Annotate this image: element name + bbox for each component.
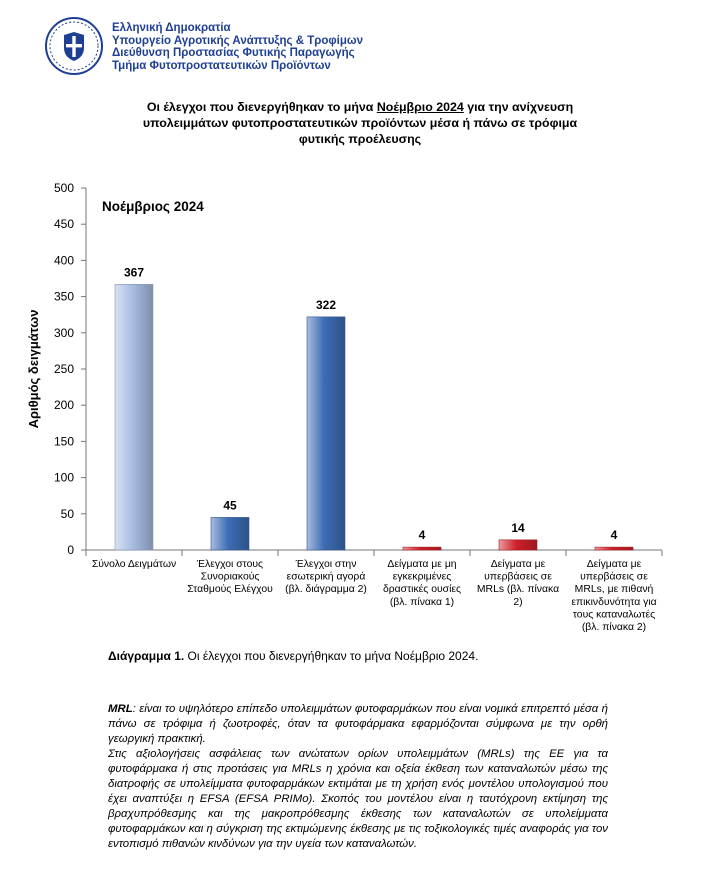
title-line-2: υπολειμμάτων φυτοπροστατευτικών προϊόντων μέσα ή πάνω σε τρόφιμα: [142, 116, 578, 131]
y-tick-label: 350: [53, 289, 74, 304]
bar-value-label: 4: [418, 528, 426, 543]
x-category-label: (βλ. πίνακα 1): [389, 596, 455, 608]
x-category-label: Έλεγχοι στην: [295, 559, 357, 570]
y-tick-label: 300: [53, 325, 74, 340]
x-category-label: υπερβάσεις σε: [484, 571, 552, 583]
y-tick-label: 500: [53, 181, 74, 195]
x-category-label: MRLs, με πιθανή: [574, 584, 654, 596]
x-category-label: Δείγματα με: [586, 559, 642, 570]
title-prefix: Οι έλεγχοι που διενεργήθηκαν το μήνα: [146, 100, 377, 114]
caption-text: Οι έλεγχοι που διενεργήθηκαν το μήνα Νοέμβριο 2024.: [184, 649, 479, 663]
header: [44, 14, 444, 80]
x-category-label: Σταθμούς Ελέγχου: [187, 584, 273, 596]
y-tick-label: 400: [53, 253, 74, 268]
bar: [595, 547, 633, 550]
x-category-label: εγκεκριμένες: [392, 571, 452, 583]
page-title: [60, 99, 660, 148]
note-paragraph-2: Στις αξιολογήσεις ασφάλειας των ανώτατων ορίων υπολειμμάτων (MRLs) της ΕΕ για τα φυτοφάρμακα ή στις προτάσεις για MRLs η χρόνια και οξεία έκθεση των καταναλωτών μέσω της διατροφής σε υπολείμματα φυτοφαρμάκων εκτιμάται με τη χρήση ενός μοντέλου υπολογισμού που έχει αναπτύξει η EFSA (EFSA PRIMo). Σκοπός του μοντέλου είναι η ταυτόχρονη εκτίμηση της βραχυπρόθεσμης και της μακροπρόθεσμης έκθεσης των καταναλωτών σε υπολείμματα φυτοφαρμάκων και η σύγκριση της εκτιμώμενης έκθεσης με τις τοξικολογικές τιμές αναφοράς για τον εντοπισμό πιθανών κινδύνων για την υγεία των καταναλωτών.: [108, 748, 608, 850]
note-paragraph-1: [108, 702, 608, 747]
org-line: Υπουργείο Αγροτικής Ανάπτυξης & Τροφίμων: [112, 34, 363, 47]
x-category-label: 2): [513, 596, 523, 608]
bar: [307, 317, 345, 550]
ministry-name: [112, 22, 363, 72]
bar: [115, 284, 153, 550]
y-tick-label: 150: [53, 434, 74, 449]
x-category-label: εσωτερική αγορά: [286, 571, 366, 583]
x-category-label: Δείγματα με μη: [387, 559, 457, 570]
y-tick-label: 50: [60, 506, 74, 521]
x-category-label: Έλεγχοι στους: [196, 559, 264, 570]
x-category-label: (βλ. πίνακα 2): [581, 622, 647, 633]
x-category-label: MRLs (βλ. πίνακα: [476, 584, 560, 596]
bar-value-label: 14: [511, 520, 525, 535]
title-line-3: φυτικής προέλευσης: [298, 132, 422, 147]
figure-caption: [108, 649, 478, 663]
y-tick-label: 100: [53, 470, 74, 485]
caption-label: Διάγραμμα 1.: [108, 649, 185, 663]
chart-title: Νοέμβριος 2024: [102, 199, 204, 214]
note-term: MRL: [108, 703, 133, 715]
bar: [403, 547, 441, 550]
x-category-label: υπερβάσεις σε: [580, 571, 648, 583]
greek-coat-of-arms-logo: [44, 16, 104, 76]
bar-value-label: 367: [123, 265, 145, 280]
bar-value-label: 45: [223, 498, 237, 513]
y-tick-label: 0: [67, 543, 74, 557]
title-highlight: Νοέμβριο 2024: [376, 100, 464, 114]
y-axis-label: Αριθμός δειγμάτων: [26, 309, 41, 429]
x-category-label: Συνοριακούς: [200, 571, 260, 583]
note-definition: : είναι το υψηλότερο επίπεδο υπολειμμάτων φυτοφαρμάκων που είναι νομικά επιτρεπτό μέσα ή πάνω σε τρόφιμα ή ζωοτροφές, όταν τα φυτοφάρμακα εφαρμόζονται σύμφωνα με την ορθή γεωργική πρακτική.: [108, 703, 608, 745]
bar: [211, 517, 249, 550]
y-tick-label: 200: [53, 398, 74, 413]
title-suffix: για την ανίχνευση: [463, 100, 574, 114]
bar-value-label: 4: [610, 528, 618, 543]
x-category-label: (βλ. διάγραμμα 2): [285, 584, 367, 596]
y-tick-label: 450: [53, 217, 74, 232]
x-category-label: τους καταναλωτές: [572, 609, 656, 621]
bar: [499, 540, 537, 550]
bar-value-label: 322: [315, 297, 337, 312]
bar-chart: [0, 176, 715, 636]
x-category-label: επικινδυνότητα για: [571, 596, 657, 608]
org-line: Τμήμα Φυτοπροστατευτικών Προϊόντων: [112, 59, 331, 72]
x-category-label: δραστικές ουσίες: [382, 584, 462, 596]
y-tick-label: 250: [53, 362, 74, 376]
org-line: Ελληνική Δημοκρατία: [112, 22, 231, 34]
org-line: Διεύθυνση Προστασίας Φυτικής Παραγωγής: [112, 47, 355, 60]
x-category-label: Δείγματα με: [490, 559, 546, 570]
x-category-label: Σύνολο Δειγμάτων: [91, 559, 177, 570]
mrl-note: [108, 702, 608, 852]
